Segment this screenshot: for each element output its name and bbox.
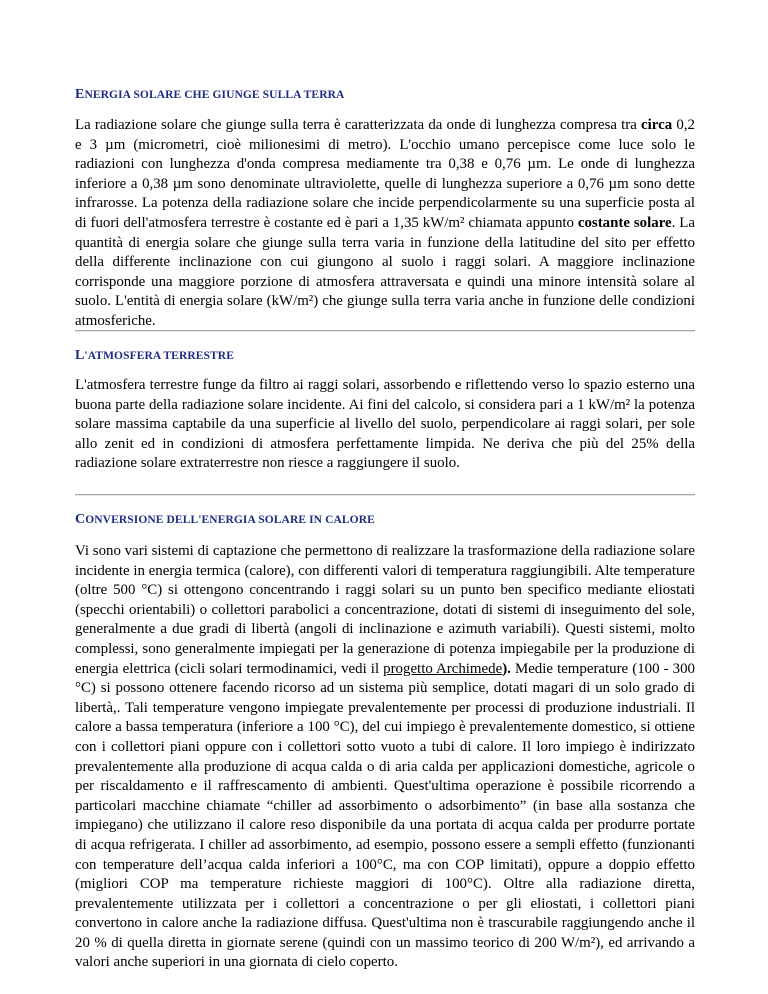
text-run: La radiazione solare che giunge sulla terra è caratterizzata da onde di lunghezza compresa tra [75, 117, 642, 133]
text-run: . La quantità di energia solare che giunge sulla terra varia in funzione della latitudine del sito per effetto della differente inclinazione con cui giungono al suolo i raggi solari. A maggiore inclinazione corrisponde una maggiore porzione di atmosfera attraversata e quindi una minore intensità solare al suolo. L'entità di energia solare (kW/m²) che giunge sulla terra varia anche in funzione delle condizioni atmosferiche. [75, 214, 695, 329]
heading-text: 'ATMOSFERA TERRESTRE [84, 350, 234, 362]
heading-text: ONVERSIONE DELL'ENERGIA SOLARE IN CALORE [85, 514, 375, 526]
section-heading-conversione [75, 512, 375, 528]
bold-text-costante-solare: costante solare [577, 214, 672, 231]
heading-initial: C [75, 512, 86, 527]
section-heading-atmosfera [75, 348, 234, 364]
paragraph-conversione: Vi sono vari sistemi di captazione che permettono di realizzare la trasformazione della radiazione solare incidente in energia termica (calore), con differenti valori di temperatura raggiungibili. Alte temperature (oltre 500 °C) si ottengono concentrando i raggi solari su un punto ben specifico mediante eliostati (specchi orientabili) o collettori parabolici a concentrazione, dotati di sistemi di inseguimento del sole, generalmente a due gradi di libertà (angoli di inclinazione e azimuth variabili). Questi sistemi, molto complessi, sono generalmente impiegati per la generazione di potenza impiegabile per la produzione di energia elettrica (cicli solari termodinamici, vedi il progetto Archimede). Medie temperature (100 - 300 °C) si possono ottenere facendo ricorso ad un sistema più semplice, dotati magari di un solo grado di libertà,. Tali temperature vengono impiegate prevalentemente per processi di produzione industriali. Il calore a bassa temperatura (inferiore a 100 °C), del cui impiego è prevalentemente domestico, si ottiene con i collettori piani oppure con i collettori sotto vuoto a tubi di calore. Il loro impiego è indirizzato prevalentemente alla produzione di acqua calda o di aria calda per applicazioni domestiche, agricole o per riscaldamento e il raffrescamento di ambienti. Quest'ultima operazione è possibile ricorrendo a particolari macchine chiamate “chiller ad assorbimento o adsorbimento” (in base alla sostanza che impiegano) che utilizzano il calore reso disponibile da una portata di acqua calda per produrre portate di acqua refrigerata. I chiller ad assorbimento, ad esempio, possono essere a sempli effetto (funzionanti con temperature dell’acqua calda inferiori a 100°C, ma con COP limitati), oppure a doppio effetto (migliori COP ma temperature richieste maggiori di 100°C). Oltre alla radiazione diretta, prevalentemente utilizzata per i collettori a concentrazione o per gli eliostati, i collettori piani convertono in calore anche la radiazione diffusa. Quest'ultima non è trascurabile raggiungendo anche il 20 % di quella diretta in giornate serene (quindi con un massimo teorico di 200 W/m²), ed arrivando a valori anche superiori in una giornata di cielo coperto. [75, 543, 695, 971]
text-run: L'atmosfera terrestre funge da filtro ai raggi solari, assorbendo e riflettendo verso lo spazio esterno una buona parte della radiazione solare incidente. Ai fini del calcolo, si considera pari a 1 kW/m² la potenza solare massima captabile da una superficie al livello del suolo, perpendicolare ai raggi solari, per sole allo zenit ed in condizioni di atmosfera perfettamente limpida. Ne deriva che più del 25% della radiazione solare extraterrestre non riesce a raggiungere il suolo. [75, 377, 695, 472]
heading-text: NERGIA SOLARE CHE GIUNGE SULLA TERRA [84, 89, 345, 101]
text-run: Medie temperature (100 - 300 °C) si possono ottenere facendo ricorso ad un sistema più semplice, dotati magari di un solo grado di libertà,. Tali temperature vengono impiegate prevalentemente per processi di produzione industriali. Il calore a bassa temperatura (inferiore a 100 °C), del cui impiego è prevalentemente domestico, si ottiene con i collettori piani oppure con i collettori sotto vuoto a tubi di calore. Il loro impiego è indirizzato prevalentemente alla produzione di acqua calda o di aria calda per applicazioni domestiche, agricole o per riscaldamento e il raffrescamento di ambienti. Quest'ultima operazione è possibile ricorrendo a particolari macchine chiamate “chiller ad assorbimento o adsorbimento” (in base alla sostanza che impiegano) che utilizzano il calore reso disponibile da una portata di acqua calda per produrre portate di acqua refrigerata. I chiller ad assorbimento, ad esempio, possono essere a sempli effetto (funzionanti con temperature dell’acqua calda inferiori a 100°C, ma con COP limitati), oppure a doppio effetto (migliori COP ma temperature richieste maggiori di 100°C). Oltre alla radiazione diretta, prevalentemente utilizzata per i collettori a concentrazione o per gli eliostati, i collettori piani convertono in calore anche la radiazione diffusa. Quest'ultima non è trascurabile raggiungendo anche il 20 % di quella diretta in giornate serene (quindi con un massimo teorico di 200 W/m²), ed arrivando a valori anche superiori in una giornata di cielo coperto. [75, 660, 695, 971]
bold-text: circa [641, 117, 673, 133]
link-progetto-archimede[interactable]: progetto Archimede [383, 660, 503, 677]
heading-initial: L [75, 348, 85, 363]
paragraph-energia-solare [75, 116, 695, 332]
paragraph-atmosfera [75, 376, 695, 474]
section-heading-energia-solare [75, 87, 344, 103]
horizontal-divider [75, 330, 695, 332]
horizontal-divider [75, 494, 695, 496]
text-run: Vi sono vari sistemi di captazione che permettono di realizzare la trasformazione della radiazione solare incidente in energia termica (calore), con differenti valori di temperatura raggiungibili. Alte temperature (oltre 500 °C) si ottengono concentrando i raggi solari su un punto ben specifico mediante eliostati (specchi orientabili) o collettori parabolici a concentrazione, dotati di sistemi di inseguimento del sole, generalmente a due gradi di libertà (angoli di inclinazione e azimuth variabili). Questi sistemi, molto complessi, sono generalmente impiegati per la generazione di potenza impiegabile per la produzione di energia elettrica (cicli solari termodinamici, vedi il [75, 543, 695, 677]
heading-initial: E [75, 87, 85, 102]
text-run: 0,2 e 3 µm (micrometri, cioè milionesimi di metro). L'occhio umano percepisce come luce solo le radiazioni con lunghezza d'onda compresa mediamente tra 0,38 e 0,76 µm. Le onde di lunghezza inferiore a 0,38 µm sono denominate ultraviolette, quelle di lunghezza superiore a 0,76 µm sono dette infrarosse. La potenza della radiazione solare che incide perpendicolarmente su una superficie posta al di fuori dell'atmosfera terrestre è costante ed è pari a 1,35 kW/m² chiamata appunto [75, 117, 695, 231]
